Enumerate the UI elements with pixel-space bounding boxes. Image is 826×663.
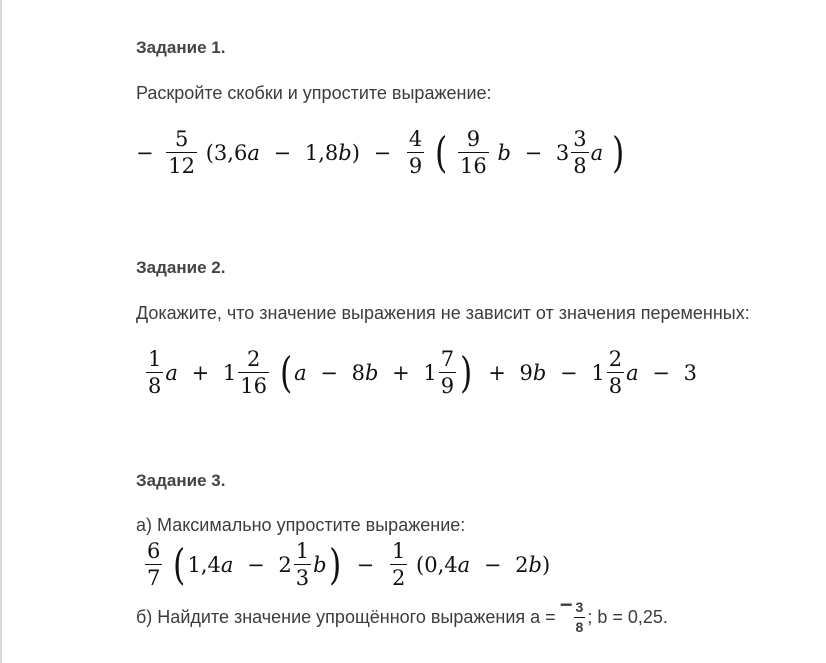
value-sign: − bbox=[559, 592, 573, 618]
fraction: $\frac{1}{8}$ bbox=[148, 347, 162, 399]
operator: − bbox=[373, 140, 392, 165]
variable: a bbox=[590, 140, 604, 165]
variable: b bbox=[497, 140, 511, 165]
expression-1 bbox=[136, 128, 626, 177]
variable: b bbox=[532, 360, 547, 385]
fraction: $\frac{3}{8}$ bbox=[573, 127, 587, 179]
variable: b bbox=[313, 552, 327, 577]
term: 1 bbox=[423, 360, 437, 385]
variable: a bbox=[220, 552, 234, 577]
fraction: $\frac{2}{8}$ bbox=[608, 347, 623, 399]
big-paren: ) bbox=[328, 539, 341, 589]
paren: ( bbox=[205, 140, 214, 165]
operator: − bbox=[652, 360, 670, 385]
variable: a bbox=[294, 360, 307, 385]
term: 3,6 bbox=[213, 140, 248, 165]
term: 3 bbox=[555, 140, 570, 165]
task-1-heading: Задание 1. bbox=[136, 38, 226, 57]
variable: b bbox=[528, 552, 542, 577]
value-fraction: $\frac{3}{8}$ bbox=[575, 599, 584, 635]
term: 9 bbox=[519, 360, 533, 385]
variable: b bbox=[338, 140, 352, 165]
variable: a bbox=[457, 552, 471, 577]
operator: − bbox=[273, 140, 292, 165]
operator: + bbox=[392, 360, 410, 385]
term: 1,8 bbox=[304, 140, 339, 165]
term: 1,4 bbox=[187, 552, 221, 577]
term: 2 bbox=[278, 552, 292, 577]
fraction: $\frac{7}{9}$ bbox=[440, 347, 455, 399]
operator: + bbox=[488, 360, 506, 385]
operator: − bbox=[560, 360, 578, 385]
big-paren: ( bbox=[435, 127, 448, 177]
variable: a bbox=[165, 360, 178, 385]
variable: b bbox=[364, 360, 379, 385]
task-1-instruction: Раскройте скобки и упростите выражение: bbox=[136, 83, 492, 103]
fraction: $\frac{2}{16}$ bbox=[240, 347, 267, 399]
term: 1 bbox=[222, 360, 237, 385]
operator: − bbox=[483, 552, 502, 577]
term: 8 bbox=[351, 360, 365, 385]
variable: a bbox=[247, 140, 260, 165]
fraction: $\frac{1}{2}$ bbox=[391, 539, 406, 591]
big-paren: ) bbox=[460, 347, 473, 397]
operator: − bbox=[524, 140, 543, 165]
fraction: $\frac{1}{3}$ bbox=[295, 539, 310, 591]
page-left-border bbox=[0, 0, 2, 663]
part-b-text: б) Найдите значение упрощённого выражения а = bbox=[136, 606, 556, 627]
term: 2 bbox=[515, 552, 529, 577]
expression-2 bbox=[144, 348, 697, 397]
fraction: $\frac{4}{9}$ bbox=[408, 127, 423, 179]
operator: − bbox=[356, 552, 375, 577]
task-2-instruction: Докажите, что значение выражения не зависит от значения переменных: bbox=[136, 303, 750, 323]
paren: ) bbox=[351, 140, 360, 165]
operator: + bbox=[191, 360, 210, 385]
task-3-heading: Задание 3. bbox=[136, 471, 226, 490]
part-b-tail: ; b = 0,25. bbox=[587, 606, 668, 627]
big-paren: ( bbox=[173, 539, 186, 589]
term: 0,4 bbox=[424, 552, 458, 577]
big-paren: ) bbox=[611, 127, 625, 177]
operator: − bbox=[247, 552, 265, 577]
term: 3 bbox=[683, 360, 697, 385]
paren: ( bbox=[416, 552, 425, 577]
fraction: $\frac{9}{16}$ bbox=[460, 127, 487, 179]
fraction: $\frac{5}{12}$ bbox=[168, 127, 196, 179]
paren: ) bbox=[541, 552, 551, 577]
task-2-heading: Задание 2. bbox=[136, 258, 226, 277]
variable: a bbox=[626, 360, 639, 385]
operator: − bbox=[320, 360, 338, 385]
fraction: $\frac{6}{7}$ bbox=[147, 539, 161, 591]
big-paren: ( bbox=[279, 347, 293, 397]
task-3-part-b bbox=[136, 592, 668, 635]
task-3-part-a: а) Максимально упростите выражение: bbox=[136, 515, 466, 535]
expression-3 bbox=[143, 540, 550, 589]
sign: − bbox=[136, 140, 154, 165]
term: 1 bbox=[591, 360, 605, 385]
